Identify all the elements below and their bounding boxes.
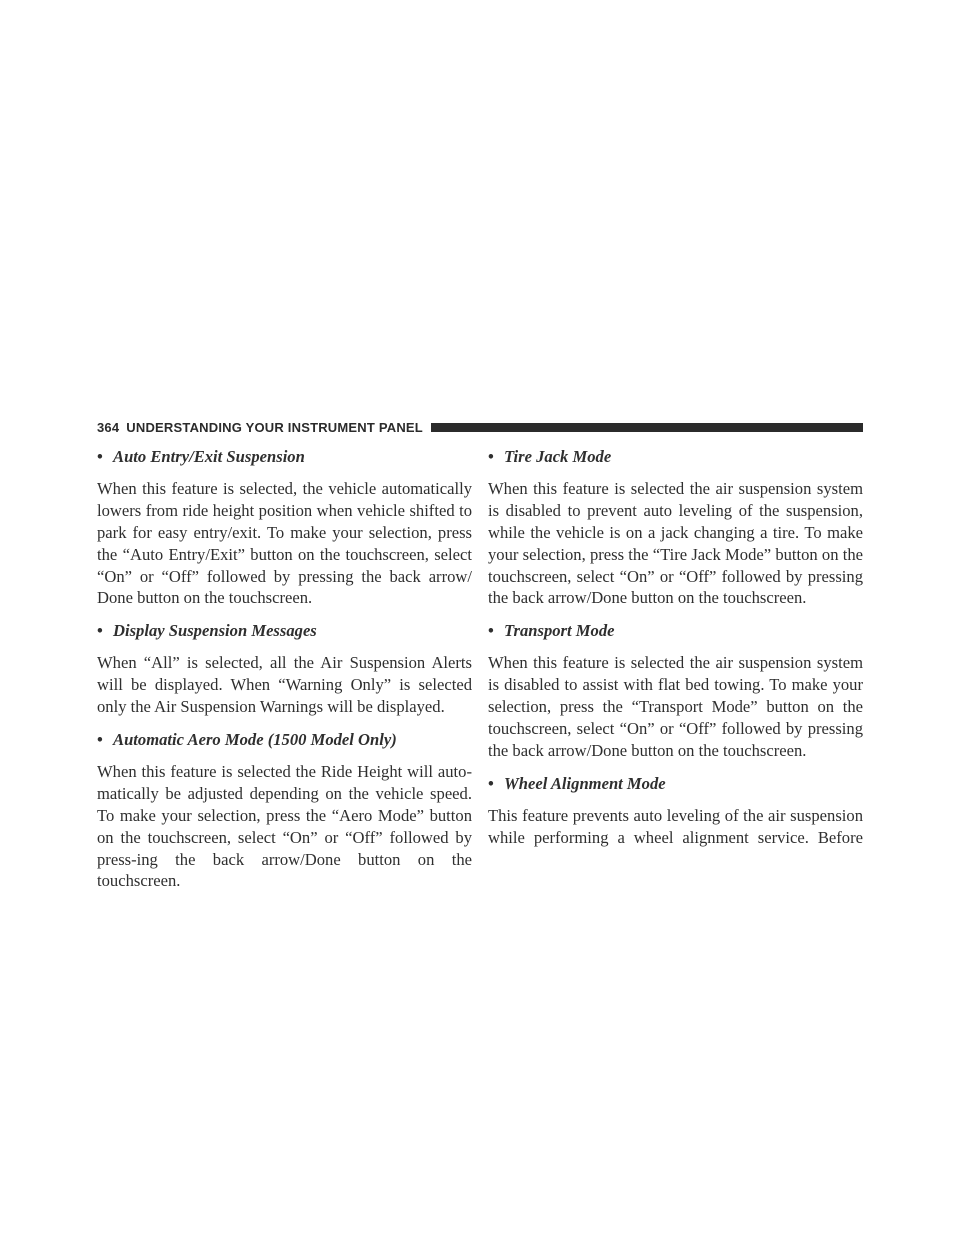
bullet-icon: •: [488, 621, 494, 641]
feature-heading-text: Auto Entry/Exit Suspension: [113, 447, 305, 466]
feature-heading: [97, 446, 472, 468]
feature-description: When this feature is selected the air suspension system is disabled to prevent auto leveling of the suspension, while the vehicle is on a jack changing a tire. To make your selection, press the “Tire Jack Mode” button on the touchscreen, select “On” or “Off” followed by pressing the back arrow/Done button on the touchscreen.: [488, 478, 863, 608]
feature-heading: [488, 620, 863, 642]
page-number: 364: [97, 419, 120, 435]
feature-heading-text: Transport Mode: [504, 621, 615, 641]
feature-heading: [97, 620, 472, 642]
feature-heading-text: Tire Jack Mode: [504, 447, 612, 466]
section-title: UNDERSTANDING YOUR INSTRUMENT PANEL: [126, 419, 423, 435]
right-column: [488, 446, 863, 860]
feature-description: When this feature is selected, the vehicle automatically lowers from ride height position when vehicle shifted to park for easy entry/exit. To make your selection, press the “Auto Entry/Exit” button on the touchscreen, select “On” or “Off” followed by pressing the back arrow/ Done button on the touchscreen.: [97, 478, 472, 608]
feature-heading-text: Wheel Alignment Mode: [504, 773, 666, 793]
feature-description: When this feature is selected the Ride Height will auto-matically be adjusted depending on the vehicle speed. To make your selection, press the “Aero Mode” button on the touchscreen, select “On” or “Off” followed by press-ing the back arrow/Done button on the touchscreen.: [97, 761, 472, 891]
feature-description: This feature prevents auto leveling of the air suspension while performing a wheel alignment service. Before: [488, 805, 863, 847]
bullet-icon: •: [488, 773, 494, 793]
bullet-icon: •: [97, 621, 103, 641]
page-header: [97, 417, 863, 437]
feature-description: When this feature is selected the air suspension system is disabled to assist with flat bed towing. To make your selection, press the “Transport Mode” button on the touchscreen, select “On” or “Off” followed by pressing the back arrow/Done button on the touchscreen.: [488, 653, 863, 760]
feature-heading: [488, 773, 863, 795]
bullet-icon: •: [97, 447, 103, 466]
header-rule: [431, 423, 863, 432]
left-column: [97, 446, 472, 903]
feature-heading: [488, 446, 863, 468]
feature-heading: [97, 729, 472, 751]
bullet-icon: •: [97, 729, 103, 749]
feature-heading-text: Automatic Aero Mode (1500 Model Only): [113, 729, 397, 749]
feature-description: When “All” is selected, all the Air Suspension Alerts will be displayed. When “Warning Only” is selected only the Air Suspension Warnings will be displayed.: [97, 653, 472, 717]
feature-heading-text: Display Suspension Messages: [113, 621, 317, 641]
bullet-icon: •: [488, 447, 494, 466]
